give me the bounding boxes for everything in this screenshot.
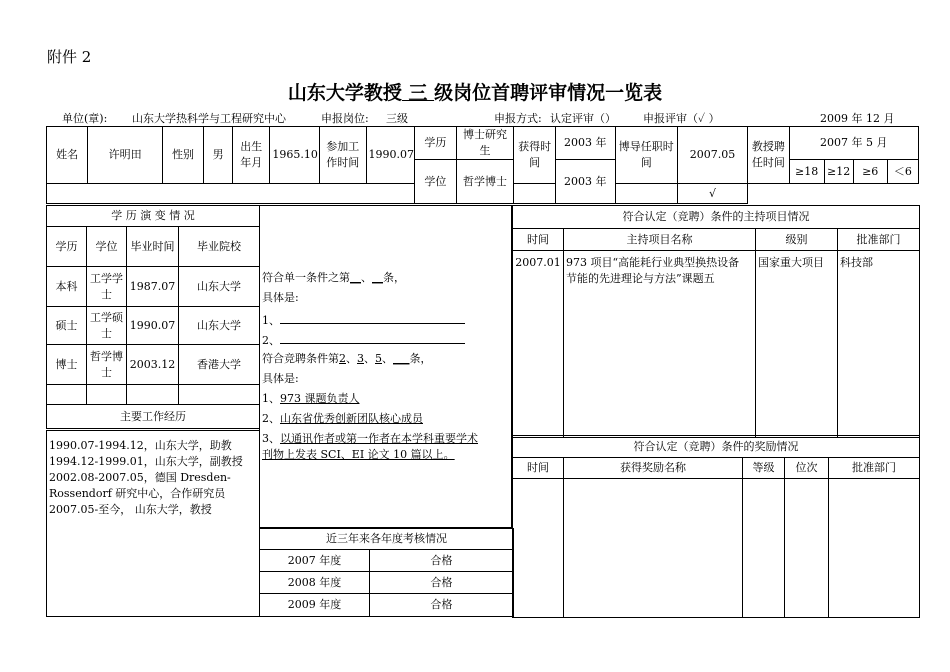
edu-value: 博士研究生 [456,127,514,160]
unit-value: 山东大学热科学与工程研究中心 [132,112,286,125]
comp-item-2-text: 山东省优秀创新团队核心成员 [280,412,423,425]
comp-item-3-no: 3、 [262,432,280,445]
edu-empty [127,385,179,405]
edu-level: 本科 [47,267,87,307]
awards-table [512,435,920,618]
table-row [47,267,260,307]
edu-degree: 哲学博士 [87,345,127,385]
project-header-level: 级别 [756,229,838,251]
edu-header-school: 毕业院校 [179,227,260,267]
award-header-time: 时间 [513,458,564,479]
comp-sep: 、 [382,352,393,365]
page-title [0,78,950,105]
conditions-box [259,205,512,528]
project-level: 国家重大项目 [756,251,838,438]
competitive-detail-label: 具体是: [262,372,299,385]
title-level: 三 [401,82,435,104]
blank-line [280,331,465,344]
supervisor-label: 博导任职时间 [615,127,677,184]
prof-label: 教授聘任时间 [748,127,789,184]
single-item-2 [262,331,465,349]
project-name-line-1: 973 项目“高能耗行业典型换热设备 [566,256,740,269]
attachment-label: 附件 2 [47,48,92,66]
edu-degree: 工学硕士 [87,307,127,345]
edu-degree: 工学学士 [87,267,127,307]
comp-item-1-text: 973 课题负责人 [280,392,360,405]
award-header-dept: 批准部门 [829,458,920,479]
method-recognize: 认定评审（） [550,112,616,125]
comp-item-1-no: 1、 [262,392,280,405]
method-apply: 申报评审（✓ ） [643,112,720,125]
projects-table [512,205,920,438]
table-row [513,479,920,618]
single-suffix: 条， [383,271,405,284]
edu-school: 香港大学 [179,345,260,385]
edu-time: 1987.07 [127,267,179,307]
awards-title: 符合认定（竞聘）条件的奖励情况 [513,436,920,458]
competitive-item-2 [262,411,423,427]
table-row [260,572,514,594]
years-18: ≥18 [789,160,824,184]
table-row [47,385,260,405]
projects-title: 符合认定（竞聘）条件的主持项目情况 [513,206,920,229]
education-table [46,205,260,429]
years-check: √ [677,184,747,204]
award-empty [785,479,829,618]
edu-header-degree: 学位 [87,227,127,267]
title-prefix: 山东大学教授 [287,82,402,104]
years-lt6: ＜6 [887,160,918,184]
info-spacer [47,184,415,204]
obtain-degree-value: 2003 年 [555,160,615,204]
award-empty [564,479,743,618]
project-header-name: 主持项目名称 [564,229,756,251]
comp-suffix: 条， [409,352,432,365]
comp-item-3-text: 以通讯作者或第一作者在本学科重要学术 [280,432,478,445]
comp-no-4: ___ [393,352,410,365]
edu-empty [87,385,127,405]
assessment-year: 2008 年度 [260,572,370,594]
birth-label: 出生年月 [233,127,270,184]
edu-header-level: 学历 [47,227,87,267]
work-value: 1990.07 [366,127,415,184]
table-row [260,550,514,572]
single-detail-label: 具体是: [262,291,299,304]
gender-value: 男 [204,127,233,184]
degree-label: 学位 [415,160,456,204]
post-value: 三级 [386,112,408,125]
method-label: 申报方式: [494,112,542,125]
edu-time: 2003.12 [127,345,179,385]
supervisor-value: 2007.05 [677,127,747,184]
unit-label: 单位(章): [62,112,108,125]
edu-school: 山东大学 [179,267,260,307]
project-header-dept: 批准部门 [838,229,920,251]
single-blank-a: __ [350,271,361,284]
award-empty [743,479,785,618]
single-condition-line [262,270,405,286]
title-suffix: 级岗位首聘评审情况一览表 [434,82,663,104]
assessment-year: 2009 年度 [260,594,370,617]
assessment-year: 2007 年度 [260,550,370,572]
competitive-condition-line [262,351,432,367]
edu-time: 1990.07 [127,307,179,345]
edu-empty [47,385,87,405]
education-title: 学 历 演 变 情 况 [47,206,260,227]
comp-prefix: 符合竞聘条件第 [262,352,339,365]
table-row [47,345,260,385]
name-value: 许明田 [88,127,162,184]
experience-line: Rossendorf 研究中心，合作研究员 [49,487,226,500]
comp-no-2: 3 [357,352,364,365]
competitive-item-3-cont [262,447,455,463]
years-6: ≥6 [853,160,887,184]
comp-item-2-no: 2、 [262,412,280,425]
comp-no-3: 5 [375,352,382,365]
single-sep: 、 [361,271,372,284]
obtain-edu-value: 2003 年 [555,127,615,160]
comp-no-1: 2 [339,352,346,365]
name-label: 姓名 [47,127,88,184]
blank-line [280,311,465,324]
table-row [47,307,260,345]
obtain-label: 获得时间 [514,127,555,184]
post-label: 申报岗位: [321,112,369,125]
project-header-time: 时间 [513,229,564,251]
gender-label: 性别 [162,127,203,184]
award-header-name: 获得奖励名称 [564,458,743,479]
competitive-item-3 [262,431,478,447]
assessment-result: 合格 [370,594,514,617]
single-item-2-no: 2、 [262,334,280,347]
degree-value: 哲学博士 [456,160,514,204]
assessment-title: 近三年来各年度考核情况 [260,529,514,550]
edu-header-time: 毕业时间 [127,227,179,267]
table-row [260,594,514,617]
single-prefix: 符合单一条件之第 [262,271,350,284]
table-row [513,251,920,438]
comp-sep: 、 [346,352,357,365]
years-12: ≥12 [824,160,853,184]
project-name-line-2: 节能的先进理论与方法”课题五 [566,272,715,285]
single-item-1-no: 1、 [262,314,280,327]
award-header-rank: 位次 [785,458,829,479]
assessment-result: 合格 [370,550,514,572]
edu-school: 山东大学 [179,307,260,345]
experience-line: 2002.08-2007.05，德国 Dresden- [49,471,231,484]
single-blank-b: __ [372,271,383,284]
project-dept: 科技部 [838,251,920,438]
assessment-table [259,528,514,617]
personal-info-table [46,126,919,204]
edu-label: 学历 [415,127,456,160]
edu-empty [179,385,260,405]
prof-value: 2007 年 5 月 [789,127,918,160]
work-label: 参加工作时间 [320,127,367,184]
comp-sep: 、 [364,352,375,365]
award-empty [829,479,920,618]
experience-box [46,430,260,617]
award-header-grade: 等级 [743,458,785,479]
comp-item-3-text-cont: 刊物上发表 SCI、EI 论文 10 篇以上。 [262,448,455,461]
birth-value: 1965.10 [270,127,320,184]
edu-level: 博士 [47,345,87,385]
project-time: 2007.01 [513,251,564,438]
assessment-result: 合格 [370,572,514,594]
single-item-1 [262,311,465,329]
project-name [564,251,756,438]
edu-level: 硕士 [47,307,87,345]
experience-title: 主要工作经历 [47,405,260,429]
experience-line: 1994.12-1999.01，山东大学，副教授 [49,455,243,468]
award-empty [513,479,564,618]
experience-line: 1990.07-1994.12，山东大学，助教 [49,439,232,452]
experience-line: 2007.05-至今， 山东大学，教授 [49,503,212,516]
report-date: 2009 年 12 月 [820,112,895,125]
competitive-item-1 [262,391,360,407]
